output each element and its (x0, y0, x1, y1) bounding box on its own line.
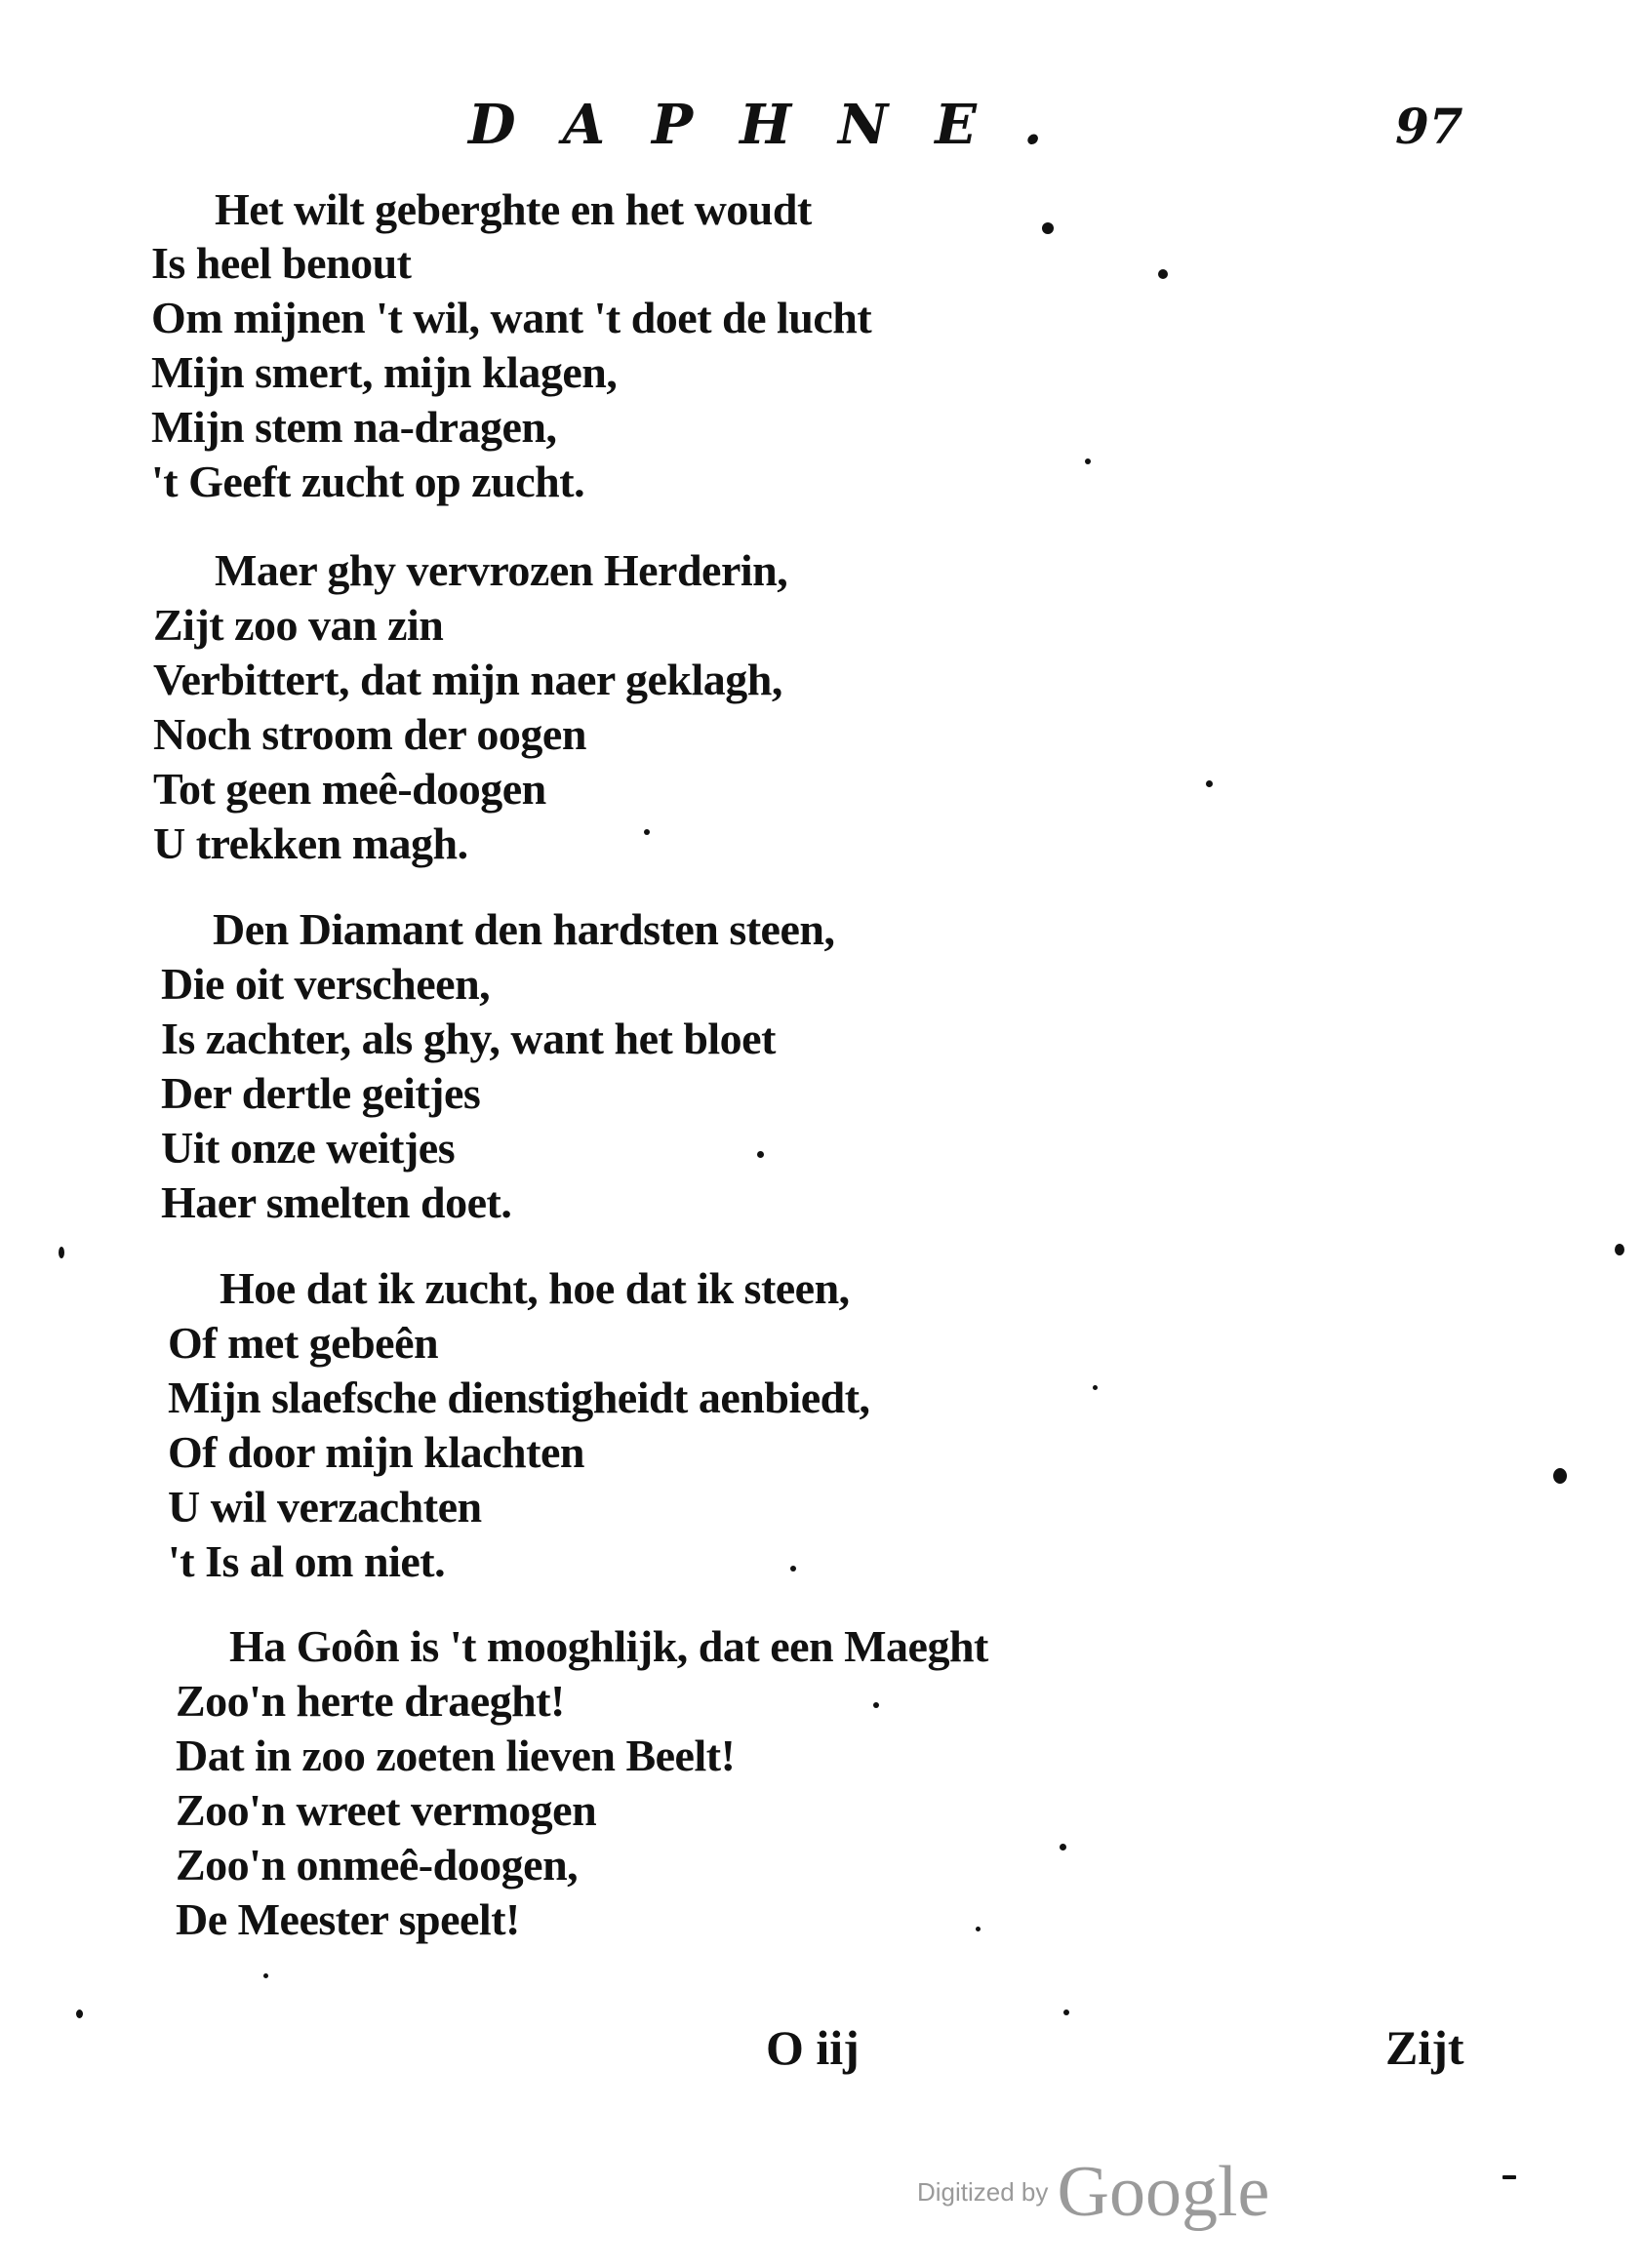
verse-line: Hoe dat ik zucht, hoe dat ik steen, (220, 1263, 850, 1313)
verse-line: De Meester speelt! (176, 1894, 520, 1944)
signature-mark: O iij (766, 2020, 860, 2075)
verse-line: Mijn smert, mijn klagen, (151, 347, 618, 397)
digitized-by-google-watermark (917, 2151, 1269, 2234)
ink-speck (59, 1247, 64, 1258)
ink-speck (263, 1973, 268, 1978)
verse-line: Ha Goôn is 't mooghlijk, dat een Maeght (229, 1621, 988, 1671)
verse-line: Tot geen meê-doogen (153, 764, 546, 814)
verse-line: 't Geeft zucht op zucht. (151, 457, 585, 506)
verse-line: Of door mijn klachten (168, 1427, 584, 1477)
verse-line: Om mijnen 't wil, want 't doet de lucht (151, 293, 872, 342)
ink-speck (976, 1927, 981, 1931)
page-number: 97 (1395, 98, 1463, 155)
ink-speck (76, 2009, 83, 2018)
ink-speck (1158, 269, 1168, 279)
verse-line: Zoo'n onmeê-doogen, (176, 1840, 579, 1890)
verse-line: Haer smelten doet. (161, 1177, 512, 1227)
ink-speck (1093, 1385, 1098, 1390)
verse-line: Der dertle geitjes (161, 1068, 481, 1118)
ink-speck (790, 1566, 796, 1572)
google-logo: Google (1057, 2152, 1270, 2232)
verse-line: Mijn slaefsche dienstigheidt aenbiedt, (168, 1373, 870, 1422)
watermark-prefix: Digitized by (917, 2177, 1049, 2207)
ink-speck (1553, 1468, 1567, 1484)
ink-speck (757, 1151, 764, 1158)
verse-line: Noch stroom der oogen (153, 709, 586, 759)
verse-line: Zoo'n herte draeght! (176, 1676, 565, 1726)
verse-line: U wil verzachten (168, 1482, 482, 1532)
verse-line: Is heel benout (151, 238, 412, 288)
verse-line: 't Is al om niet. (168, 1536, 446, 1586)
ink-speck (1206, 780, 1213, 787)
verse-line: Zijt zoo van zin (153, 600, 444, 650)
ink-speck (1502, 2175, 1516, 2179)
verse-line: Uit onze weitjes (161, 1123, 456, 1173)
verse-line: Dat in zoo zoeten lieven Beelt! (176, 1731, 736, 1780)
verse-line: Maer ghy vervrozen Herderin, (215, 545, 788, 595)
verse-line: Verbittert, dat mijn naer geklagh, (153, 655, 782, 704)
ink-speck (1615, 1244, 1624, 1255)
running-head: DAPHNE. (468, 93, 1090, 157)
verse-line: Het wilt geberghte en het woudt (215, 184, 812, 234)
ink-speck (1063, 2009, 1069, 2015)
verse-line: Die oit verscheen, (161, 959, 491, 1009)
verse-line: Of met gebeên (168, 1318, 439, 1368)
verse-line: Mijn stem na-dragen, (151, 402, 557, 452)
ink-speck (1085, 458, 1091, 464)
ink-speck (873, 1702, 879, 1708)
catchword: Zijt (1385, 2020, 1464, 2075)
ink-speck (1042, 222, 1054, 234)
ink-speck (1060, 1844, 1066, 1850)
verse-line: U trekken magh. (153, 818, 468, 868)
verse-line: Is zachter, als ghy, want het bloet (161, 1014, 776, 1063)
ink-speck (644, 829, 650, 835)
verse-line: Zoo'n wreet vermogen (176, 1785, 597, 1835)
verse-line: Den Diamant den hardsten steen, (213, 904, 835, 954)
